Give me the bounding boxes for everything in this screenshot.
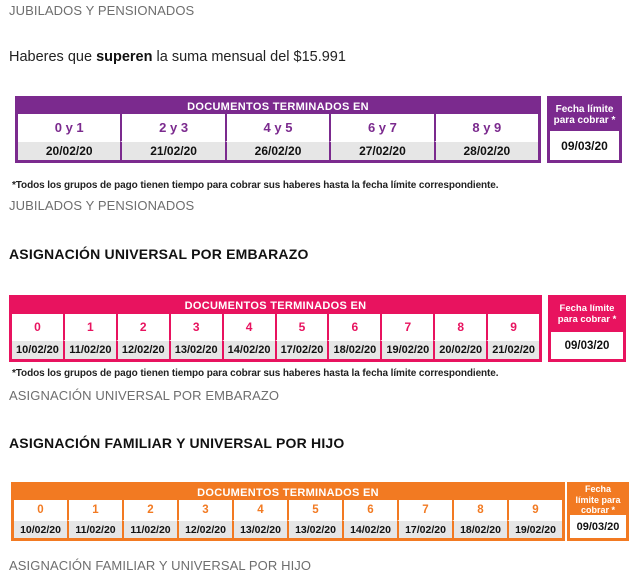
date-cell: 18/02/20 [452, 520, 507, 538]
digit-cell: 7 [397, 500, 452, 520]
digit-cell: 2 y 3 [120, 114, 224, 141]
digits-row [14, 500, 562, 520]
embarazo-limit-box [548, 295, 626, 362]
jubilados-limit-box [547, 96, 622, 163]
digit-cell: 6 [342, 500, 397, 520]
digit-cell: 9 [486, 314, 539, 340]
digit-cell: 7 [380, 314, 433, 340]
digits-row [12, 314, 539, 340]
limit-label: Fecha límite para cobrar * [551, 298, 623, 332]
table-header: DOCUMENTOS TERMINADOS EN [18, 99, 538, 114]
digit-cell: 3 [169, 314, 222, 340]
digit-cell: 8 [452, 500, 507, 520]
date-cell: 17/02/20 [397, 520, 452, 538]
digit-cell: 2 [116, 314, 169, 340]
date-cell: 21/02/20 [120, 141, 224, 160]
digit-cell: 4 [232, 500, 287, 520]
jubilados-intro [9, 49, 346, 65]
date-cell: 12/02/20 [116, 340, 169, 359]
date-cell: 27/02/20 [329, 141, 433, 160]
date-cell: 20/02/20 [18, 141, 120, 160]
intro-text-end: la suma mensual del $15.991 [152, 49, 346, 65]
limit-date: 09/03/20 [564, 339, 610, 352]
date-cell: 11/02/20 [63, 340, 116, 359]
date-cell: 14/02/20 [342, 520, 397, 538]
digit-cell: 5 [287, 500, 342, 520]
limit-label: Fecha límite para cobrar * [570, 485, 626, 515]
familiar-limit-box [567, 482, 629, 541]
dates-row [18, 141, 538, 160]
digit-cell: 6 y 7 [329, 114, 433, 141]
intro-text-start: Haberes que [9, 49, 97, 65]
date-cell: 20/02/20 [433, 340, 486, 359]
date-cell: 11/02/20 [122, 520, 177, 538]
limit-date: 09/03/20 [561, 138, 608, 153]
date-cell: 10/02/20 [12, 340, 63, 359]
table-header: DOCUMENTOS TERMINADOS EN [14, 485, 562, 500]
date-cell: 17/02/20 [275, 340, 328, 359]
date-cell: 10/02/20 [14, 520, 67, 538]
intro-text-bold: superen [96, 49, 153, 65]
digit-cell: 8 [433, 314, 486, 340]
limit-date: 09/03/20 [576, 520, 620, 533]
date-cell: 13/02/20 [169, 340, 222, 359]
jubilados-payment-table [15, 96, 541, 163]
digits-row [18, 114, 538, 141]
jubilados-caption: JUBILADOS Y PENSIONADOS [9, 198, 195, 213]
digit-cell: 8 y 9 [434, 114, 538, 141]
embarazo-payment-table [9, 295, 542, 362]
date-cell: 11/02/20 [67, 520, 122, 538]
embarazo-heading: ASIGNACIÓN UNIVERSAL POR EMBARAZO [9, 246, 309, 262]
familiar-caption: ASIGNACIÓN FAMILIAR Y UNIVERSAL POR HIJO [9, 558, 312, 573]
dates-row [12, 340, 539, 359]
digit-cell: 4 y 5 [225, 114, 329, 141]
date-cell: 13/02/20 [287, 520, 342, 538]
date-cell: 12/02/20 [177, 520, 232, 538]
digit-cell: 0 [37, 504, 44, 516]
digit-cell: 2 [122, 500, 177, 520]
date-cell: 18/02/20 [327, 340, 380, 359]
limit-label: Fecha límite para cobrar * [550, 99, 619, 131]
familiar-payment-table [11, 482, 565, 541]
date-cell: 13/02/20 [232, 520, 287, 538]
familiar-heading: ASIGNACIÓN FAMILIAR Y UNIVERSAL POR HIJO [9, 435, 345, 451]
table-header: DOCUMENTOS TERMINADOS EN [12, 298, 539, 314]
dates-row [14, 520, 562, 538]
digit-cell: 9 [507, 500, 562, 520]
date-cell: 26/02/20 [225, 141, 329, 160]
digit-cell: 3 [177, 500, 232, 520]
digit-cell: 1 [67, 500, 122, 520]
digit-cell: 0 y 1 [54, 120, 84, 135]
jubilados-footnote: *Todos los grupos de pago tienen tiempo para cobrar sus haberes hasta la fecha límite correspondiente. [12, 180, 499, 191]
date-cell: 14/02/20 [222, 340, 275, 359]
digit-cell: 0 [34, 320, 41, 334]
digit-cell: 6 [327, 314, 380, 340]
jubilados-top-caption: JUBILADOS Y PENSIONADOS [9, 3, 195, 18]
digit-cell: 1 [63, 314, 116, 340]
digit-cell: 5 [275, 314, 328, 340]
date-cell: 19/02/20 [507, 520, 562, 538]
date-cell: 28/02/20 [434, 141, 538, 160]
date-cell: 21/02/20 [486, 340, 539, 359]
embarazo-footnote: *Todos los grupos de pago tienen tiempo para cobrar sus haberes hasta la fecha límite correspondiente. [12, 368, 499, 379]
date-cell: 19/02/20 [380, 340, 433, 359]
embarazo-caption: ASIGNACIÓN UNIVERSAL POR EMBARAZO [9, 388, 280, 403]
digit-cell: 4 [222, 314, 275, 340]
